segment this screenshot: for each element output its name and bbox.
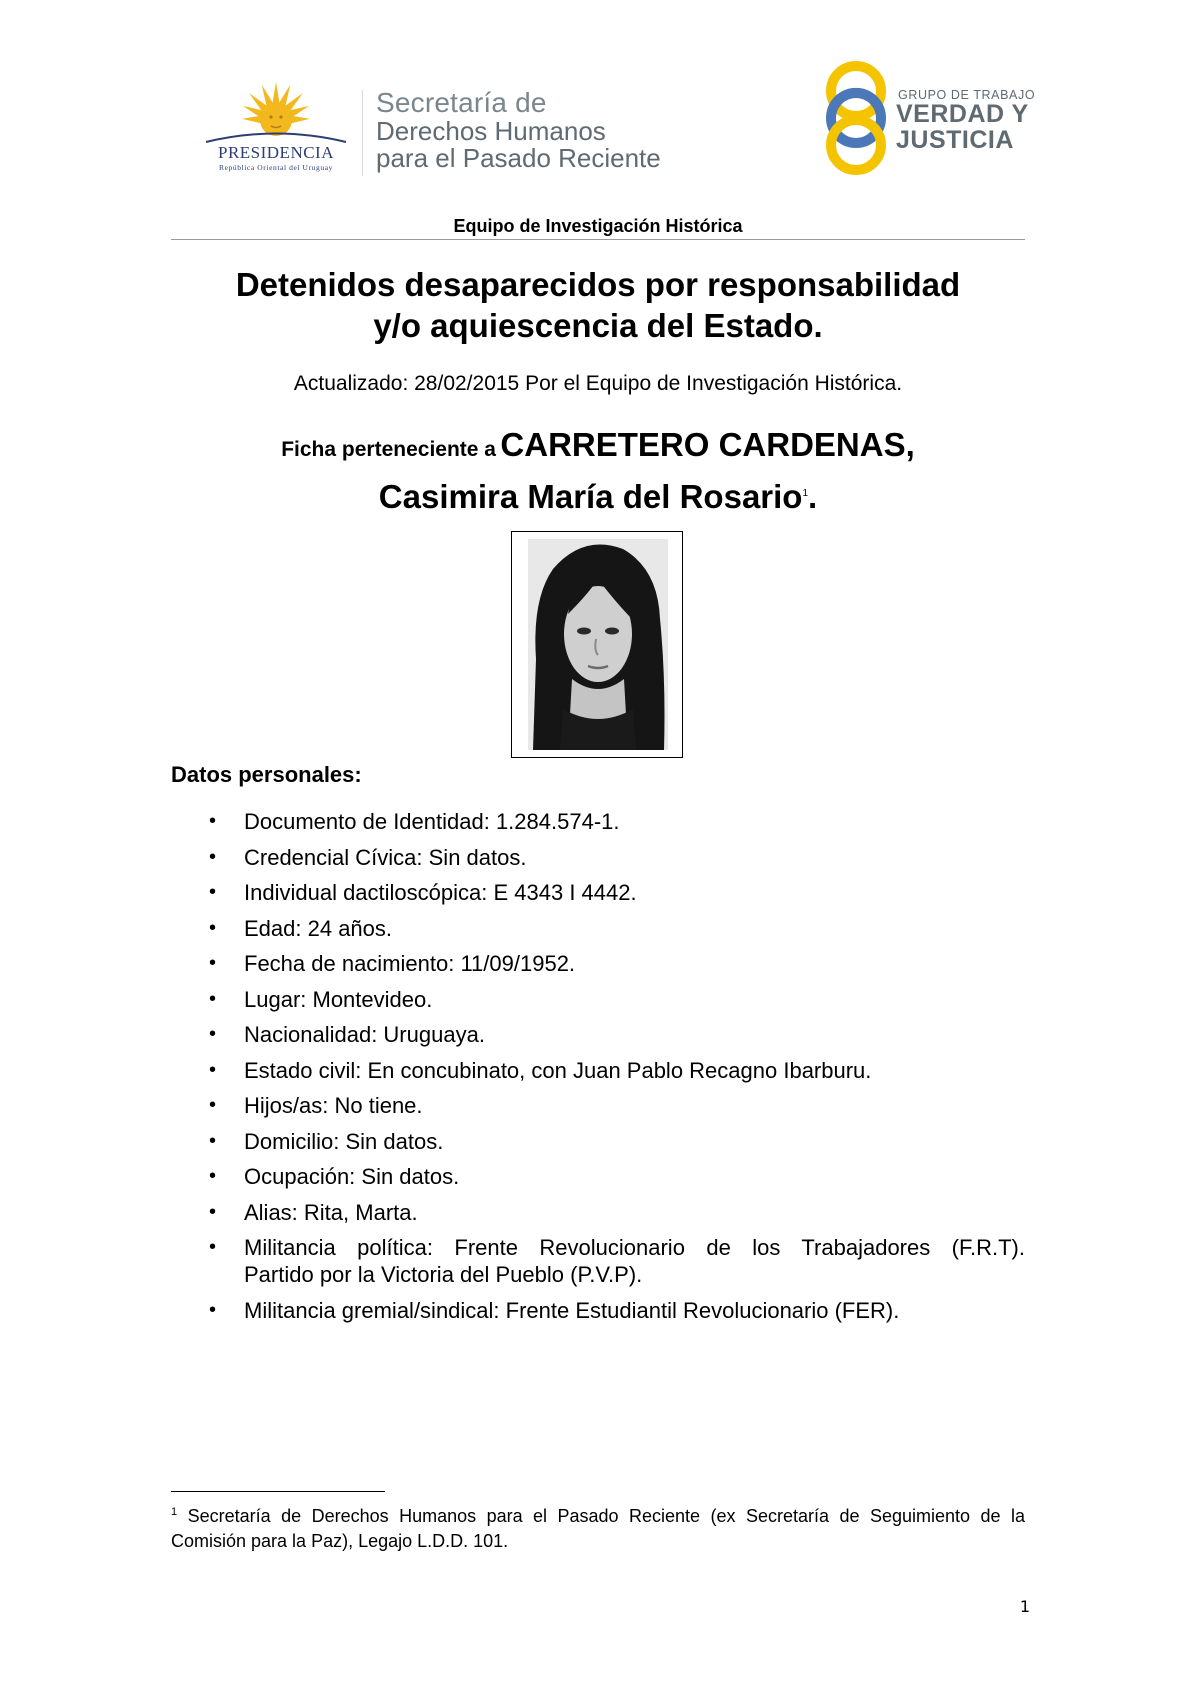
footnote-text: Secretaría de Derechos Humanos para el Pasado Reciente (ex Secretaría de Seguimiento de la Comisión para la Paz), Legajo L.D.D. 101.: [171, 1506, 1025, 1551]
ficha-line-1: [171, 423, 1025, 474]
list-item-militancia-gremial: • Militancia gremial/sindical: Frente Estudiantil Revolucionario (FER).: [171, 1297, 1025, 1324]
list-item: • Edad: 24 años.: [171, 915, 1025, 942]
militancia-politica-line-1: • Militancia política: Frente Revolucionario de los Trabajadores (F.R.T).: [244, 1235, 1025, 1260]
ficha-prefix: Ficha perteneciente a: [281, 438, 496, 461]
footnote: [171, 1500, 1025, 1554]
list-item: • Individual dactiloscópica: E 4343 I 4442.: [171, 879, 1025, 906]
portrait-image: [528, 539, 668, 750]
list-item: • Fecha de nacimiento: 11/09/1952.: [171, 950, 1025, 977]
footnote-ref[interactable]: 1: [802, 488, 809, 499]
team-header: Equipo de Investigación Histórica: [453, 216, 743, 236]
ficha-line-2: [171, 474, 1025, 517]
portrait-photo: [511, 531, 683, 758]
list-item: • Nacionalidad: Uruguaya.: [171, 1021, 1025, 1048]
vyj-small-label: GRUPO DE TRABAJO: [898, 88, 1036, 102]
page-number: 1: [1019, 1597, 1030, 1616]
secretaria-line-1: Secretaría de: [376, 87, 547, 118]
secretaria-line-3: para el Pasado Reciente: [376, 143, 661, 173]
presidencia-subtitle: República Oriental del Uruguay: [218, 163, 333, 172]
title-line-2: y/o aquiescencia del Estado.: [373, 307, 823, 344]
secretaria-line-2: Derechos Humanos: [376, 116, 606, 146]
vyj-justicia-label: JUSTICIA: [896, 126, 1014, 154]
ficha-end: .: [808, 478, 818, 515]
page-title: [171, 264, 1025, 346]
list-item: • Estado civil: En concubinato, con Juan Pablo Recagno Ibarburu.: [171, 1057, 1025, 1084]
militancia-politica-line-2: Partido por la Victoria del Pueblo (P.V.P).: [244, 1262, 643, 1287]
list-item: • Hijos/as: No tiene.: [171, 1092, 1025, 1119]
list-item: • Alias: Rita, Marta.: [171, 1199, 1025, 1226]
list-item-militancia-politica: [171, 1234, 1025, 1288]
sun-emblem-icon: [196, 80, 356, 150]
footnote-number: 1: [171, 1506, 178, 1518]
personal-data-list: [171, 808, 1025, 1332]
ficha-surname: CARRETERO CARDENAS,: [500, 426, 915, 463]
ficha-heading: [171, 423, 1025, 517]
list-item: • Credencial Cívica: Sin datos.: [171, 844, 1025, 871]
list-item: • Domicilio: Sin datos.: [171, 1128, 1025, 1155]
title-line-1: Detenidos desaparecidos por responsabilidad: [235, 266, 961, 303]
ficha-given-names: Casimira María del Rosario: [378, 478, 803, 515]
header-rule: [171, 239, 1025, 240]
footnote-rule: [171, 1491, 385, 1492]
list-item: • Lugar: Montevideo.: [171, 986, 1025, 1013]
list-item: • Documento de Identidad: 1.284.574-1.: [171, 808, 1025, 835]
list-item: • Ocupación: Sin datos.: [171, 1163, 1025, 1190]
updated-line: Actualizado: 28/02/2015 Por el Equipo de Investigación Histórica.: [293, 372, 903, 395]
section-heading-datos: Datos personales:: [171, 762, 362, 787]
logo-divider: [362, 90, 363, 176]
presidencia-title: PRESIDENCIA: [217, 143, 334, 162]
secretaria-logo-text: [376, 88, 661, 172]
vyj-verdad-label: VERDAD Y: [896, 100, 1029, 128]
